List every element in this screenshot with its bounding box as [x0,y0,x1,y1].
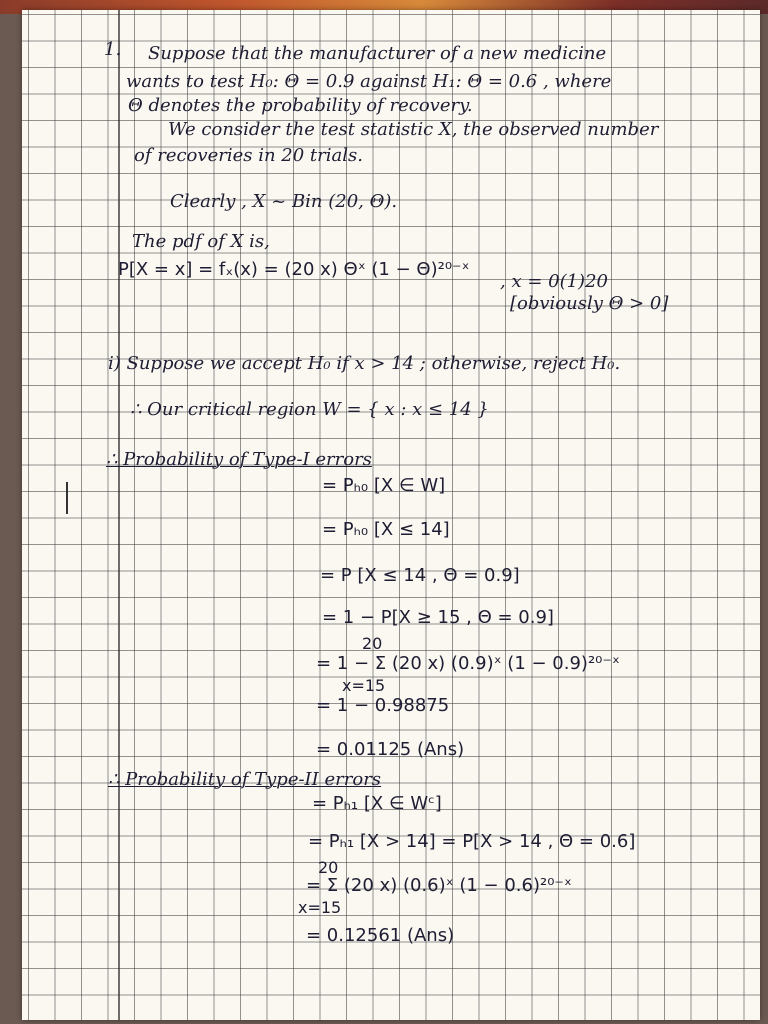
intro-line-2: wants to test H₀: Θ = 0.9 against H₁: Θ = 0.6 , where [126,71,612,92]
intro-line-5: of recoveries in 20 trials. [134,145,363,166]
type-i-step-6: = 1 − 0.98875 [316,695,450,716]
type-i-heading: ∴ Probability of Type-I errors [106,449,372,470]
problem-number: 1. [104,39,122,60]
graph-paper-page [22,10,760,1020]
pdf-range: , x = 0(1)20 [500,271,608,292]
pdf-formula: P[X = x] = fₓ(x) = (20 x) Θˣ (1 − Θ)²⁰⁻ˣ [118,259,470,280]
type-ii-step-3: = Σ (20 x) (0.6)ˣ (1 − 0.6)²⁰⁻ˣ [306,875,572,896]
type-i-step-3: = P [X ≤ 14 , Θ = 0.9] [320,565,520,586]
type-i-step-5: = 1 − Σ (20 x) (0.9)ˣ (1 − 0.9)²⁰⁻ˣ [316,653,620,674]
type-ii-step-1: = Pₕ₁ [X ∈ Wᶜ] [312,793,442,814]
margin-tick-mark [66,482,68,514]
sum-upper-limit-2: 20 [318,858,339,877]
pdf-intro: The pdf of X is, [132,231,270,252]
intro-line-3: Θ denotes the probability of recovery. [128,95,473,116]
sum-upper-limit-1: 20 [362,634,383,653]
type-i-step-1: = Pₕ₀ [X ∈ W] [322,475,446,496]
type-ii-step-2: = Pₕ₁ [X > 14] = P[X > 14 , Θ = 0.6] [308,831,636,852]
part-i-statement: i) Suppose we accept H₀ if x > 14 ; otherwise, reject H₀. [108,353,621,374]
distribution-statement: Clearly , X ~ Bin (20, Θ). [170,191,398,212]
type-i-step-2: = Pₕ₀ [X ≤ 14] [322,519,450,540]
pdf-condition: [obviously Θ > 0] [510,293,669,314]
intro-line-1: Suppose that the manufacturer of a new medicine [148,43,607,64]
type-i-step-4: = 1 − P[X ≥ 15 , Θ = 0.9] [322,607,554,628]
sum-lower-limit-2: x=15 [298,898,342,917]
critical-region: ∴ Our critical region W = { x : x ≤ 14 } [130,399,489,420]
intro-line-4: We consider the test statistic X, the observed number [168,119,659,140]
type-ii-answer: = 0.12561 (Ans) [306,925,455,946]
margin-line [118,10,120,1020]
type-ii-heading: ∴ Probability of Type-II errors [108,769,382,790]
sum-lower-limit-1: x=15 [342,676,386,695]
type-i-answer: = 0.01125 (Ans) [316,739,465,760]
